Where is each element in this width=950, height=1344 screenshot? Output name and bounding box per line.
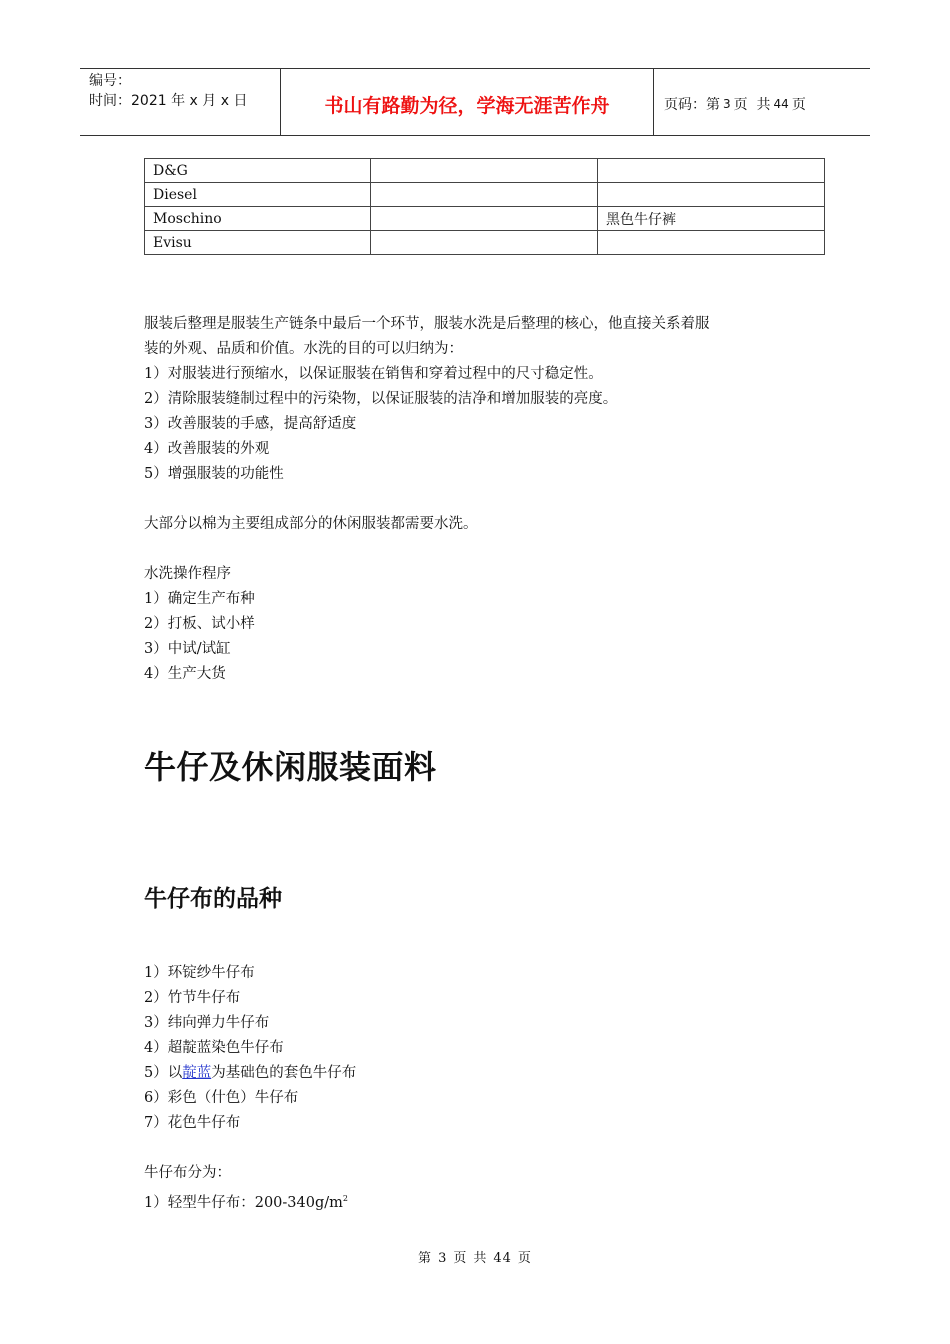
varieties-list bbox=[144, 961, 834, 1216]
list-item: 4）超靛蓝染色牛仔布 bbox=[144, 1040, 284, 1056]
brand-table bbox=[144, 158, 825, 255]
table-cell bbox=[371, 159, 598, 183]
intro-paragraph-line: 装的外观、品质和价值。水洗的目的可以归纳为： bbox=[144, 341, 463, 357]
table-cell bbox=[598, 231, 825, 255]
list-item: 2）竹节牛仔布 bbox=[144, 990, 241, 1006]
list-item: 4）生产大货 bbox=[144, 666, 226, 682]
header-page-info: 页码：第 3 页 共 44 页 bbox=[664, 97, 806, 113]
list-item: 1）确定生产布种 bbox=[144, 591, 255, 607]
list-item: 3）纬向弹力牛仔布 bbox=[144, 1015, 270, 1031]
page-footer: 第 3 页 共 44 页 bbox=[418, 1251, 532, 1266]
list-item: 5）增强服装的功能性 bbox=[144, 466, 284, 482]
list-item: 5）以靛蓝为基础色的套色牛仔布 bbox=[144, 1065, 357, 1081]
note-paragraph: 大部分以棉为主要组成部分的休闲服装都需要水洗。 bbox=[144, 516, 478, 532]
table-cell: Moschino bbox=[145, 207, 371, 231]
header-motto: 书山有路勤为径，学海无涯苦作舟 bbox=[281, 69, 654, 135]
intro-paragraph-line: 服装后整理是服装生产链条中最后一个环节，服装水洗是后整理的核心，他直接关系着服 bbox=[144, 316, 710, 332]
table-cell: Evisu bbox=[145, 231, 371, 255]
header-meta bbox=[80, 69, 281, 135]
section-title: 牛仔及休闲服装面料 bbox=[144, 748, 437, 786]
list-item: 1）环锭纱牛仔布 bbox=[144, 965, 255, 981]
list-item: 6）彩色（什色）牛仔布 bbox=[144, 1090, 299, 1106]
indigo-link[interactable]: 靛蓝 bbox=[182, 1065, 212, 1081]
list-item: 1）轻型牛仔布：$200-340g/m^2$ bbox=[144, 1194, 348, 1211]
list-item: 3）改善服装的手感，提高舒适度 bbox=[144, 416, 357, 432]
list-item: 3）中试/试缸 bbox=[144, 641, 231, 657]
table-cell bbox=[371, 183, 598, 207]
list-item: 4）改善服装的外观 bbox=[144, 441, 270, 457]
list-item: 7）花色牛仔布 bbox=[144, 1115, 241, 1131]
doc-date: 时间：2021 年 x 月 x 日 bbox=[89, 93, 248, 109]
doc-code-label: 编号： bbox=[89, 73, 131, 89]
table-row bbox=[145, 183, 825, 207]
table-row bbox=[145, 207, 825, 231]
table-cell: D&G bbox=[145, 159, 371, 183]
table-cell bbox=[598, 183, 825, 207]
table-cell bbox=[598, 159, 825, 183]
list-item: 1）对服装进行预缩水，以保证服装在销售和穿着过程中的尺寸稳定性。 bbox=[144, 366, 603, 382]
table-cell: Diesel bbox=[145, 183, 371, 207]
procedure-title: 水洗操作程序 bbox=[144, 566, 231, 582]
classification-title: 牛仔布分为： bbox=[144, 1165, 231, 1181]
table-cell: 黑色牛仔裤 bbox=[598, 207, 825, 231]
subsection-title: 牛仔布的品种 bbox=[144, 886, 282, 912]
table-row bbox=[145, 231, 825, 255]
table-cell bbox=[371, 231, 598, 255]
page-header bbox=[80, 68, 870, 136]
intro-section bbox=[144, 312, 834, 687]
table-cell bbox=[371, 207, 598, 231]
table-row bbox=[145, 159, 825, 183]
list-item: 2）清除服装缝制过程中的污染物，以保证服装的洁净和增加服装的亮度。 bbox=[144, 391, 618, 407]
list-item: 2）打板、试小样 bbox=[144, 616, 255, 632]
